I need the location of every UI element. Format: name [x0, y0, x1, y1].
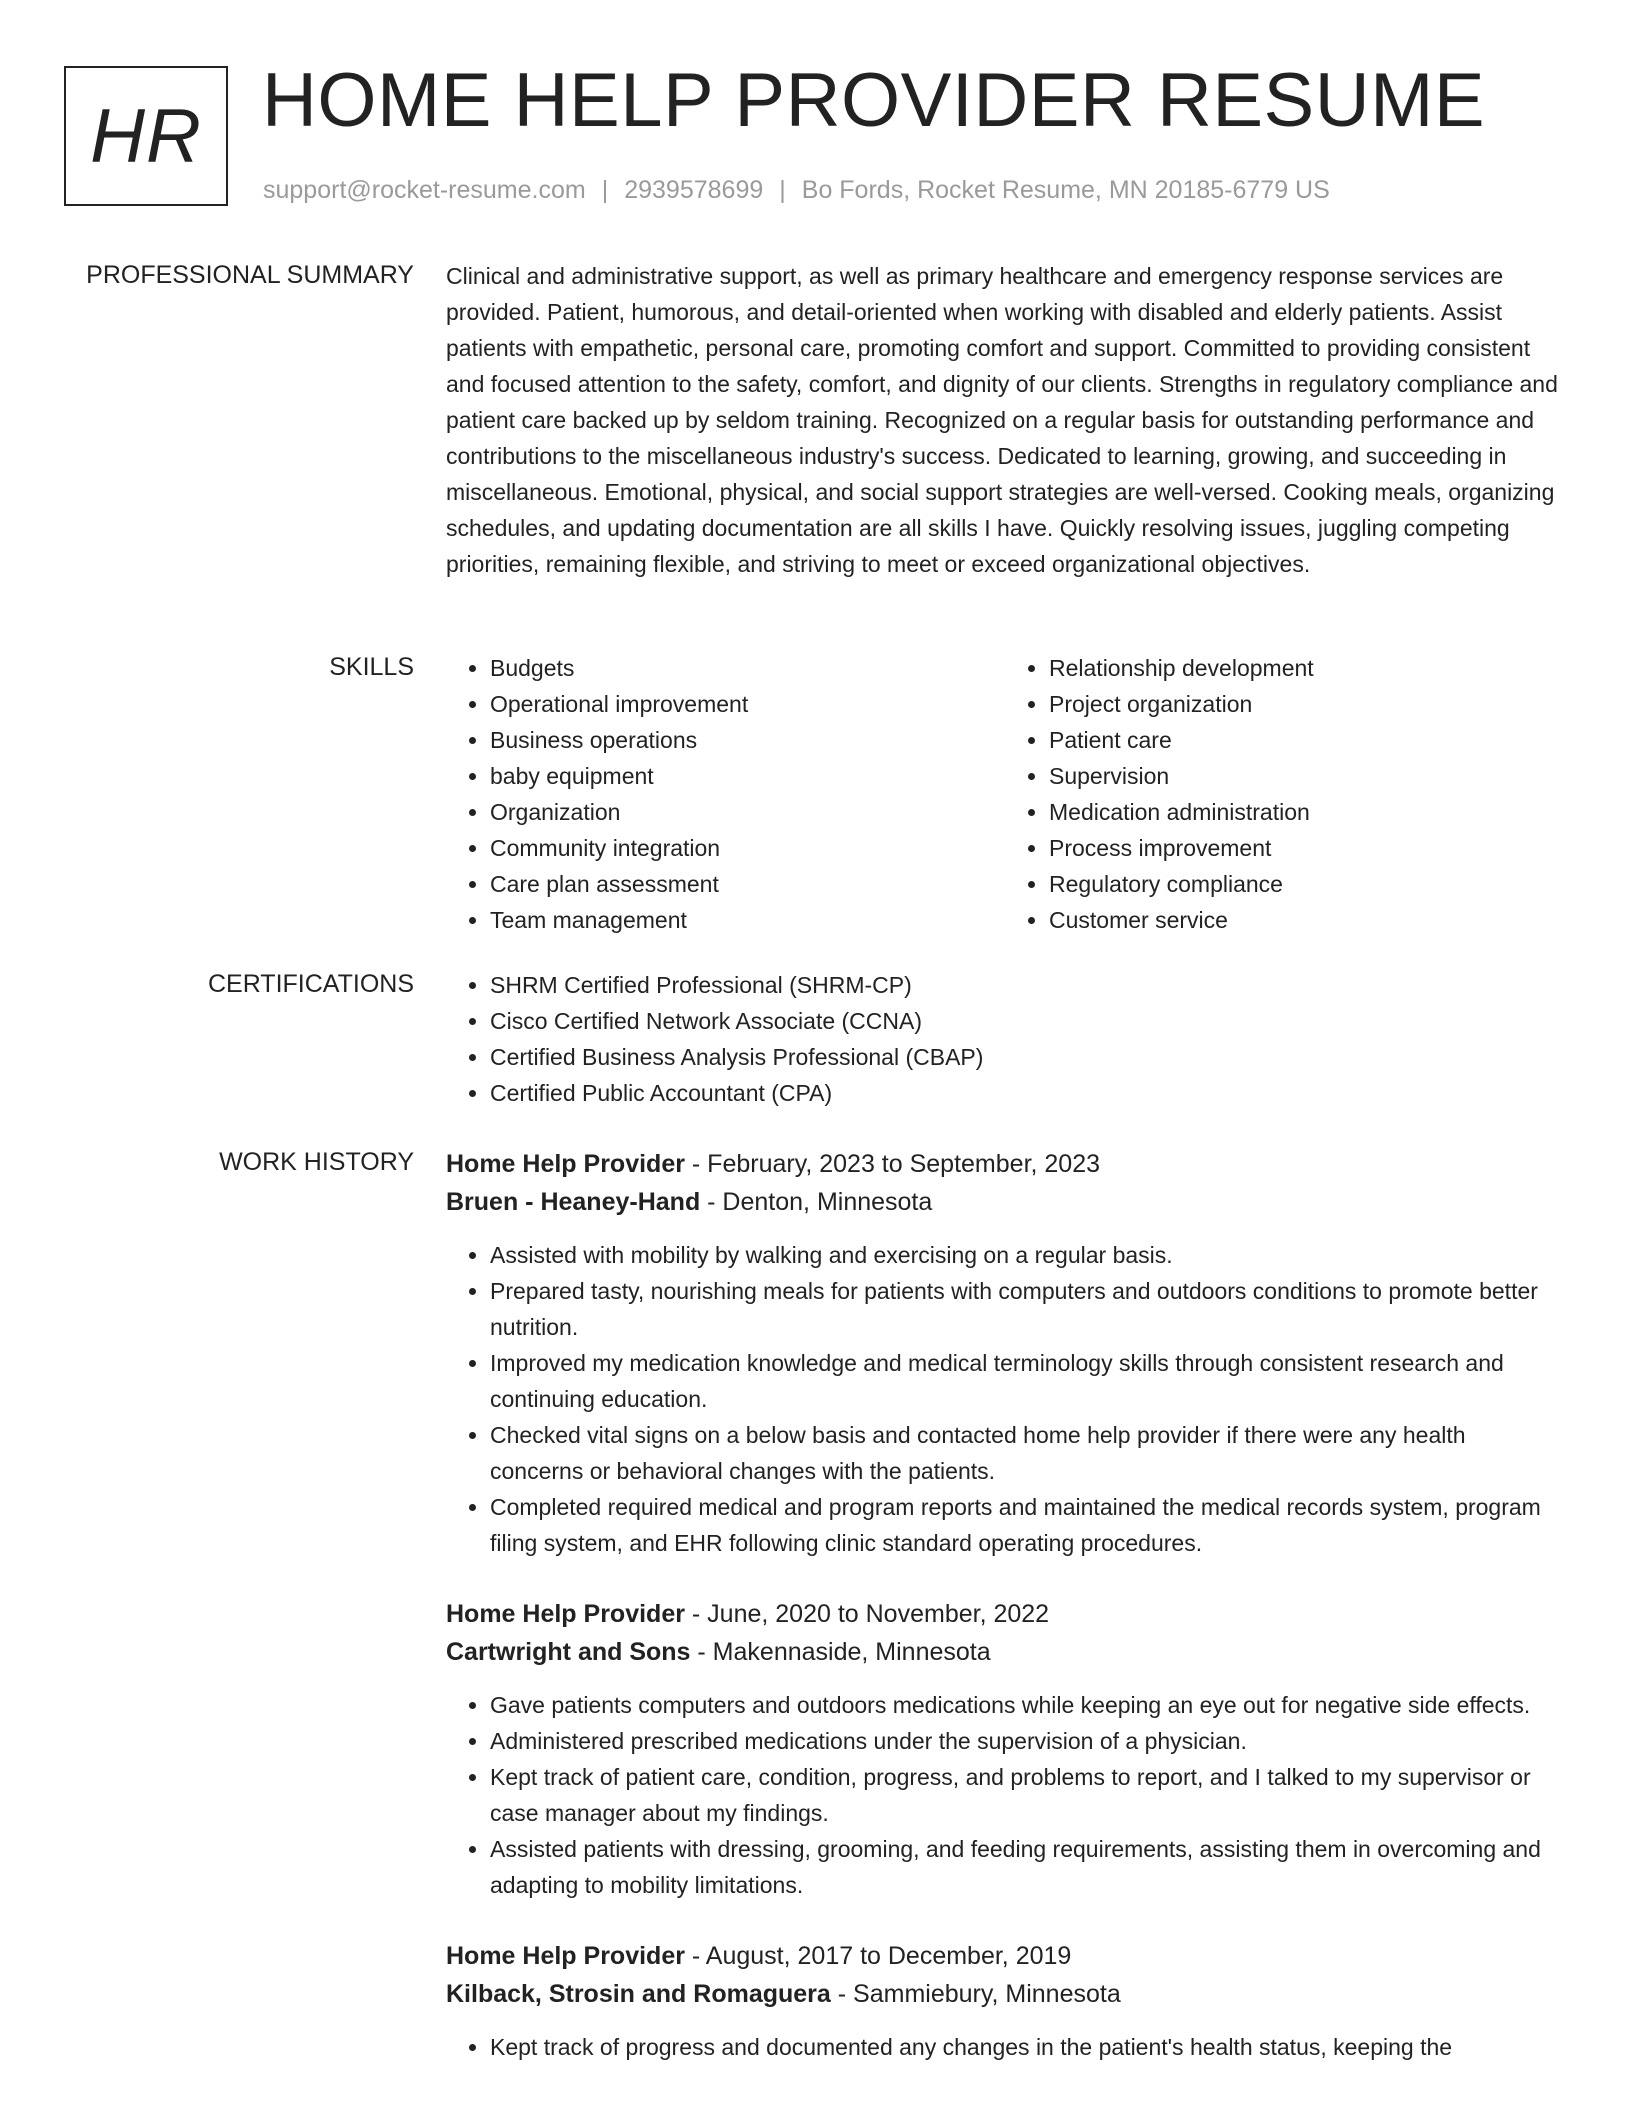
job-title: Home Help Provider [446, 1942, 685, 1970]
job-title-line [446, 1937, 1564, 1975]
section-label-certifications: CERTIFICATIONS [207, 970, 414, 998]
job-location: - Sammiebury, Minnesota [830, 1980, 1121, 2008]
job-title-line [446, 1595, 1564, 1633]
job-duty-item: • Completed required medical and program reports and maintained the medical records system, program filing system, and EHR following clinic standard operating procedures. [490, 1489, 1564, 1561]
job-duty-item: • Kept track of progress and documented any changes in the patient's health status, keeping the [490, 2029, 1564, 2065]
work-history-body [446, 1145, 1564, 2065]
job-company-line [446, 1183, 1564, 1221]
job-entry [446, 1937, 1564, 2065]
job-dates: - June, 2020 to November, 2022 [684, 1600, 1050, 1628]
section-label-work-history: WORK HISTORY [219, 1148, 414, 1176]
job-entry [446, 1145, 1564, 1561]
job-dates: - August, 2017 to December, 2019 [684, 1942, 1072, 1970]
skill-item: • Customer service [1049, 902, 1564, 938]
job-entry [446, 1595, 1564, 1903]
job-location: - Makennaside, Minnesota [690, 1638, 991, 1666]
job-title: Home Help Provider [446, 1150, 685, 1178]
skill-item: • Relationship development [1049, 650, 1564, 686]
contact-separator: | [601, 176, 609, 204]
job-company: Bruen - Heaney-Hand [446, 1188, 701, 1216]
resume-title: HOME HELP PROVIDER RESUME [262, 58, 1486, 143]
certifications-body [446, 967, 1564, 1111]
skill-item: • Patient care [1049, 722, 1564, 758]
certification-item: • Certified Public Accountant (CPA) [490, 1075, 1564, 1111]
skill-item: • Regulatory compliance [1049, 866, 1564, 902]
monogram-text: HR [90, 93, 202, 179]
summary-body [446, 258, 1564, 582]
job-duty-item: • Checked vital signs on a below basis and contacted home help provider if there were any health concerns or behavioral changes with the patients. [490, 1417, 1564, 1489]
certifications-list [446, 967, 1564, 1111]
summary-text: Clinical and administrative support, as well as primary healthcare and emergency response services are provided. Patient, humorous, and detail-oriented when working with disabled and elderly patients. Assist patients with empathetic, personal care, promoting comfort and support. Committed to providing consistent and focused attention to the safety, comfort, and dignity of our clients. Strengths in regulatory compliance and patient care backed up by seldom training. Recognized on a regular basis for outstanding performance and contributions to the miscellaneous industry's success. Dedicated to learning, growing, and succeeding in miscellaneous. Emotional, physical, and social support strategies are well-versed. Cooking meals, organizing schedules, and updating documentation are all skills I have. Quickly resolving issues, juggling competing priorities, remaining flexible, and striving to meet or exceed organizational objectives. [446, 263, 1558, 577]
contact-phone[interactable]: 2939578699 [624, 176, 764, 204]
skill-item: • Supervision [1049, 758, 1564, 794]
job-duty-item: • Assisted patients with dressing, grooming, and feeding requirements, assisting them in overcoming and adapting to mobility limitations. [490, 1831, 1564, 1903]
skill-item: • Care plan assessment [490, 866, 1005, 902]
section-label-summary: PROFESSIONAL SUMMARY [86, 261, 414, 289]
job-company-line [446, 1633, 1564, 1671]
job-duties-list [446, 2029, 1564, 2065]
skill-item: • Project organization [1049, 686, 1564, 722]
monogram-logo [64, 66, 228, 206]
job-company-line [446, 1975, 1564, 2013]
job-title: Home Help Provider [446, 1600, 685, 1628]
skill-item: • Medication administration [1049, 794, 1564, 830]
skills-body [446, 650, 1564, 938]
contact-address: Bo Fords, Rocket Resume, MN 20185-6779 US [801, 176, 1330, 204]
skill-item: • Organization [490, 794, 1005, 830]
skill-item: • Budgets [490, 650, 1005, 686]
job-duties-list [446, 1237, 1564, 1561]
skill-item: • Operational improvement [490, 686, 1005, 722]
skill-item: • baby equipment [490, 758, 1005, 794]
job-company: Kilback, Strosin and Romaguera [446, 1980, 831, 2008]
certification-item: • Cisco Certified Network Associate (CCNA) [490, 1003, 1564, 1039]
job-duty-item: • Prepared tasty, nourishing meals for patients with computers and outdoors conditions to promote better nutrition. [490, 1273, 1564, 1345]
skills-list-right [1005, 650, 1564, 938]
certification-item: • Certified Business Analysis Professional (CBAP) [490, 1039, 1564, 1075]
job-title-line [446, 1145, 1564, 1183]
contact-email[interactable]: support@rocket-resume.com [263, 176, 586, 204]
section-label-skills: SKILLS [329, 653, 414, 681]
contact-line [263, 174, 1330, 206]
job-location: - Denton, Minnesota [700, 1188, 933, 1216]
skill-item: • Business operations [490, 722, 1005, 758]
certification-item: • SHRM Certified Professional (SHRM-CP) [490, 967, 1564, 1003]
skill-item: • Community integration [490, 830, 1005, 866]
job-duty-item: • Assisted with mobility by walking and exercising on a regular basis. [490, 1237, 1564, 1273]
contact-separator: | [779, 176, 786, 204]
job-duty-item: • Improved my medication knowledge and medical terminology skills through consistent research and continuing education. [490, 1345, 1564, 1417]
job-duties-list [446, 1687, 1564, 1903]
job-dates: - February, 2023 to September, 2023 [684, 1150, 1101, 1178]
skills-list-left [446, 650, 1005, 938]
job-duty-item: • Kept track of patient care, condition, progress, and problems to report, and I talked to my supervisor or case manager about my findings. [490, 1759, 1564, 1831]
job-duty-item: • Gave patients computers and outdoors medications while keeping an eye out for negative side effects. [490, 1687, 1564, 1723]
skill-item: • Team management [490, 902, 1005, 938]
job-company: Cartwright and Sons [446, 1638, 691, 1666]
skill-item: • Process improvement [1049, 830, 1564, 866]
job-duty-item: • Administered prescribed medications under the supervision of a physician. [490, 1723, 1564, 1759]
